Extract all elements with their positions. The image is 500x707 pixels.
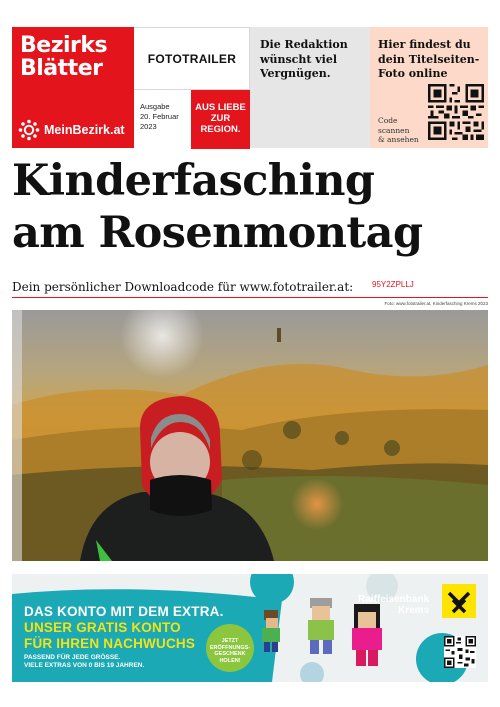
bank-line-2: Krems: [398, 605, 430, 616]
badge-line-1: JETZT: [221, 638, 239, 644]
slogan-line-3: REGION.: [200, 124, 241, 135]
ad-headline-3: FÜR IHREN NACHWUCHS: [24, 636, 196, 651]
issue-date: 20. Februar: [140, 112, 179, 121]
ad-headline-1: DAS KONTO MIT DEM EXTRA.: [24, 604, 224, 619]
bezirksblaetter-logo[interactable]: [12, 27, 134, 148]
ad-gift-badge[interactable]: [206, 624, 254, 672]
headline-line-1: Kinderfasching: [12, 156, 375, 206]
qr-code-icon[interactable]: [444, 636, 476, 668]
scan-line-2: scannen: [378, 125, 410, 135]
portal-name: MeinBezirk.at: [44, 123, 125, 137]
raiffeisen-gable-cross-icon: [442, 584, 476, 618]
issue-label: Ausgabe: [140, 102, 170, 111]
redaktion-message: [260, 38, 366, 82]
download-code-row: [12, 276, 488, 298]
download-code[interactable]: 95Y2ZPLLJ: [372, 280, 414, 289]
scan-line-3: & ansehen: [378, 135, 419, 144]
section-title: FOTOTRAILER: [147, 52, 237, 66]
brand-line-1: Bezirks: [20, 33, 108, 58]
bank-name: [358, 594, 429, 616]
redaktion-line-1: Die Redaktion: [260, 38, 348, 51]
badge-line-3: GESCHENK: [214, 651, 246, 657]
download-label: Dein persönlicher Downloadcode für www.fototrailer.at:: [12, 280, 354, 294]
headline-line-2: am Rosenmontag: [12, 208, 423, 258]
scan-hint: [378, 116, 419, 145]
titel-line-3: Foto online: [378, 67, 448, 80]
redaktion-box: [250, 27, 370, 148]
ad-headline-2: UNSER GRATIS KONTO: [24, 620, 181, 635]
sun-dots-icon: [18, 119, 40, 141]
bank-line-1: Raiffeisenbank: [358, 594, 430, 605]
titelseite-box: [370, 27, 488, 148]
titelseite-message: [378, 38, 486, 82]
masthead: [12, 27, 488, 148]
qr-code-icon[interactable]: [428, 84, 484, 140]
photo-credit: Foto: www.fototrailer.at, Kinderfasching Krems 2023: [384, 301, 488, 306]
issue-info: [140, 102, 179, 132]
raiffeisen-ad[interactable]: [12, 574, 488, 682]
meinbezirk-logo[interactable]: [18, 119, 125, 141]
brand-name: [20, 34, 107, 80]
cover-photo[interactable]: [12, 310, 488, 561]
ad-subline-2: VIELE EXTRAS VON 0 BIS 19 JAHREN.: [24, 662, 145, 669]
cover-photo-image: [12, 310, 488, 561]
scan-line-1: Code: [378, 116, 398, 125]
redaktion-line-3: Vergnügen.: [260, 67, 331, 80]
slogan-badge: [191, 90, 250, 149]
section-box: [134, 27, 250, 148]
issue-year: 2023: [140, 122, 157, 131]
titel-line-2: dein Titelseiten-: [378, 52, 480, 66]
slogan-line-1: AUS LIEBE: [195, 102, 246, 113]
badge-line-2: ERÖFFNUNGS-: [209, 644, 251, 651]
redaktion-line-2: wünscht viel: [260, 52, 338, 66]
brand-line-2: Blätter: [20, 56, 103, 81]
titel-line-1: Hier findest du: [378, 38, 471, 51]
ad-subline-1: PASSEND FÜR JEDE GRÖSSE.: [24, 654, 121, 661]
slogan-line-2: ZUR: [210, 113, 231, 124]
badge-line-4: HOLEN!: [219, 657, 241, 664]
headline: [12, 155, 492, 259]
